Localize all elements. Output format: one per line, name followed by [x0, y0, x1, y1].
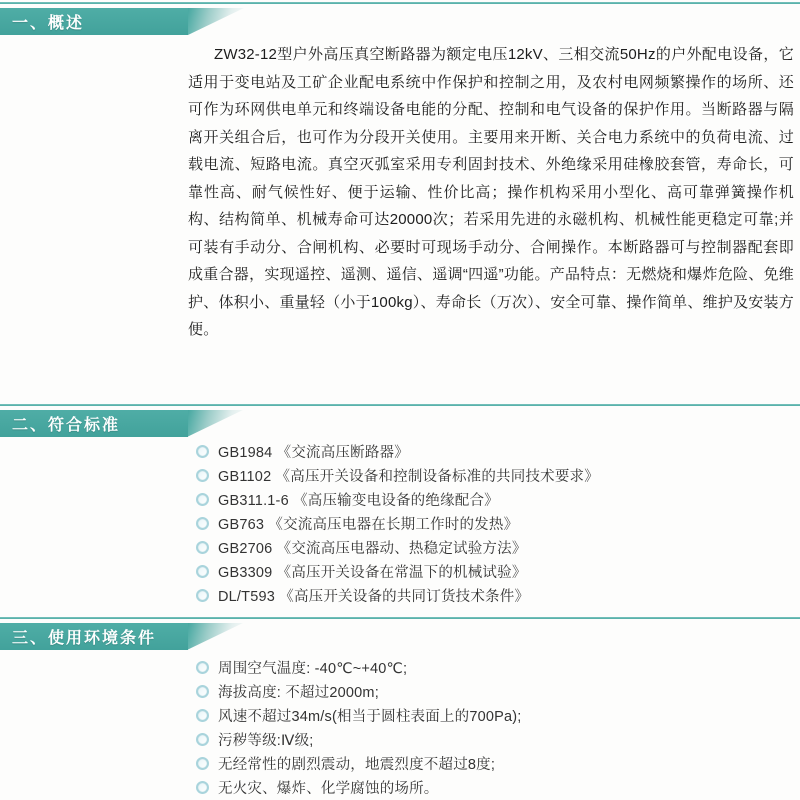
- list-item: [196, 536, 800, 560]
- list-item-text: GB763 《交流高压电器在长期工作时的发热》: [218, 517, 519, 533]
- list-item-text: 风速不超过34m/s(相当于圆柱表面上的700Pa);: [218, 709, 522, 725]
- circle-bullet-icon: [196, 589, 209, 602]
- section-standards: [0, 404, 800, 608]
- list-item: [196, 728, 800, 752]
- circle-bullet-icon: [196, 709, 209, 722]
- circle-bullet-icon: [196, 445, 209, 458]
- section-title: 一、概述: [12, 15, 85, 32]
- environment-list: [196, 656, 800, 800]
- list-item-text: GB2706 《交流高压电器动、热稳定试验方法》: [218, 541, 527, 557]
- list-item: [196, 512, 800, 536]
- section-title: 三、使用环境条件: [12, 629, 157, 647]
- circle-bullet-icon: [196, 541, 209, 554]
- section-environment: [0, 617, 800, 800]
- circle-bullet-icon: [196, 685, 209, 698]
- section-title: 二、符合标准: [12, 416, 121, 434]
- circle-bullet-icon: [196, 517, 209, 530]
- list-item: [196, 488, 800, 512]
- list-item-text: 无经常性的剧烈震动，地震烈度不超过8度;: [218, 757, 496, 773]
- list-item-text: GB311.1-6 《高压输变电设备的绝缘配合》: [218, 493, 499, 509]
- spacer: [0, 608, 800, 617]
- section-banner-environment: [0, 623, 188, 650]
- section-top-rule: [0, 2, 800, 4]
- spacer: [0, 359, 800, 404]
- section-overview: [0, 2, 800, 344]
- list-item: [196, 584, 800, 608]
- list-item: [196, 752, 800, 776]
- standards-list: [196, 440, 800, 608]
- list-item-text: GB3309 《高压开关设备在常温下的机械试验》: [218, 565, 527, 581]
- list-item: [196, 680, 800, 704]
- circle-bullet-icon: [196, 565, 209, 578]
- section-banner-standards: [0, 410, 188, 437]
- list-item: [196, 704, 800, 728]
- list-item: [196, 776, 800, 800]
- overview-paragraph: ZW32-12型户外高压真空断路器为额定电压12kV、三相交流50Hz的户外配电设备，它适用于变电站及工矿企业配电系统中作保护和控制之用，及农村电网频繁操作的场所、还可作为环网供电单元和终端设备电能的分配、控制和电气设备的保护作用。当断路器与隔离开关组合后，也可作为分段开关使用。主要用来开断、关合电力系统中的负荷电流、过载电流、短路电流。真空灭弧室采用专利固封技术、外绝缘采用硅橡胶套管，寿命长，可靠性高、耐气候性好、便于运输、性价比高；操作机构采用小型化、高可靠弹簧操作机构、结构简单、机械寿命可达20000次；若采用先进的永磁机构、机械性能更稳定可靠;并可装有手动分、合闸机构、必要时可现场手动分、合闸操作。本断路器可与控制器配套即成重合器，实现遥控、遥测、遥信、遥调“四遥”功能。产品特点：无燃烧和爆炸危险、免维护、体积小、重量轻（小于100kg）、寿命长（万次）、安全可靠、操作简单、维护及安装方便。: [188, 46, 794, 338]
- circle-bullet-icon: [196, 493, 209, 506]
- list-item: [196, 440, 800, 464]
- list-item: [196, 656, 800, 680]
- section-banner-overview: [0, 8, 188, 35]
- list-item: [196, 464, 800, 488]
- section-top-rule: [0, 404, 800, 406]
- list-item: [196, 560, 800, 584]
- list-item-text: GB1984 《交流高压断路器》: [218, 445, 409, 461]
- circle-bullet-icon: [196, 469, 209, 482]
- list-item-text: DL/T593 《高压开关设备的共同订货技术条件》: [218, 589, 530, 605]
- section-top-rule: [0, 617, 800, 619]
- list-item-text: 污秽等级:Ⅳ级;: [218, 733, 314, 749]
- circle-bullet-icon: [196, 733, 209, 746]
- list-item-text: GB1102 《高压开关设备和控制设备标准的共同技术要求》: [218, 469, 599, 485]
- circle-bullet-icon: [196, 781, 209, 794]
- circle-bullet-icon: [196, 661, 209, 674]
- list-item-text: 周围空气温度: -40℃~+40℃;: [218, 661, 408, 677]
- circle-bullet-icon: [196, 757, 209, 770]
- list-item-text: 无火灾、爆炸、化学腐蚀的场所。: [218, 781, 439, 797]
- list-item-text: 海拔高度: 不超过2000m;: [218, 685, 379, 701]
